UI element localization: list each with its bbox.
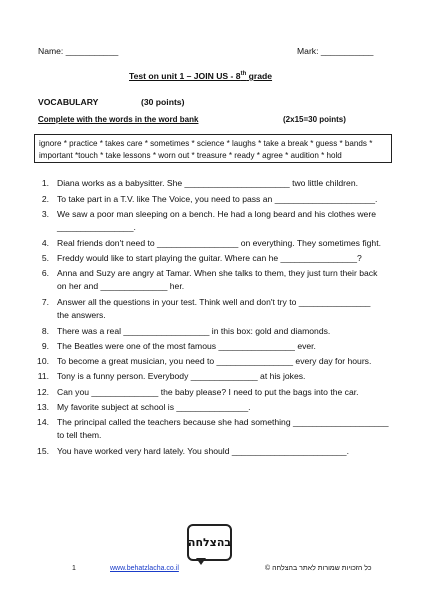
question-text: ________________. (57, 222, 136, 232)
question-number: 13. (37, 402, 49, 412)
question-number: 3. (41, 209, 49, 219)
question-number: 15. (37, 446, 49, 456)
name-field-label: Name: ___________ (38, 46, 119, 56)
question-text: We saw a poor man sleeping on a bench. He had a long beard and his clothes were (57, 209, 376, 219)
test-title: Test on unit 1 – JOIN US - 8th grade (129, 71, 273, 81)
question-number: 10. (37, 356, 49, 366)
question-number: 5. (41, 253, 49, 263)
question-text: My favorite subject at school is _______________. (57, 402, 251, 412)
word-bank (34, 134, 392, 163)
question-text: on her and ______________ her. (57, 281, 185, 291)
question-text: the answers. (57, 310, 106, 320)
question-text: To take part in a T.V. like The Voice, you need to pass an _____________________. (57, 194, 378, 204)
question-text: To become a great musician, you need to ________________ every day for hours. (57, 356, 372, 366)
mark-field-label: Mark: ___________ (297, 46, 374, 56)
word-bank-line: ignore * practice * takes care * sometimes * science * laughs * take a break * guess * bands * (39, 139, 373, 148)
question-text: The Beatles were one of the most famous ________________ ever. (57, 341, 316, 351)
question-text: There was a real __________________ in this box: gold and diamonds. (57, 326, 331, 336)
question-number: 8. (41, 326, 49, 336)
section-name: VOCABULARY (38, 97, 99, 107)
question-text: Freddy would like to start playing the guitar. Where can he ________________? (57, 253, 362, 263)
question-number: 9. (41, 341, 49, 351)
question-number: 6. (41, 268, 49, 278)
copyright-notice: כל הזכויות שמורות לאתר בהצלחה © (265, 565, 372, 572)
question-text: You have worked very hard lately. You should ________________________. (57, 446, 349, 456)
question-text: Real friends don't need to _________________ on everything. They sometimes fight. (57, 238, 381, 248)
question-number: 12. (37, 387, 49, 397)
word-bank-line: important *touch * take lessons * worn out * treasure * ready * agree * audition * hold (39, 150, 342, 160)
section-instruction-points: (2x15=30 points) (283, 115, 346, 124)
page-number: 1 (72, 565, 76, 572)
question-number: 1. (41, 178, 49, 188)
question-text: to tell them. (57, 430, 102, 440)
question-number: 2. (41, 194, 49, 204)
section-instruction: Complete with the words in the word bank (38, 115, 199, 124)
logo-tail-shape (196, 558, 206, 565)
question-text: Anna and Suzy are angry at Tamar. When she talks to them, they just turn their back (57, 268, 378, 278)
question-number: 14. (37, 417, 49, 427)
question-number: 11. (37, 371, 49, 381)
question-text: Tony is a funny person. Everybody ______________ at his jokes. (57, 371, 306, 381)
question-text: Can you ______________ the baby please? I need to put the bags into the car. (57, 387, 359, 397)
question-text: The principal called the teachers because she had something ____________________ (57, 417, 389, 427)
question-text: Diana works as a babysitter. She ______________________ two little children. (57, 178, 358, 188)
section-points: (30 points) (141, 97, 185, 107)
question-text: Answer all the questions in your test. Think well and don't try to _______________ (57, 297, 371, 307)
question-number: 4. (41, 238, 49, 248)
website-link[interactable]: www.behatzlacha.co.il (110, 565, 179, 572)
site-logo: בהצלחה (187, 524, 232, 561)
question-number: 7. (41, 297, 49, 307)
